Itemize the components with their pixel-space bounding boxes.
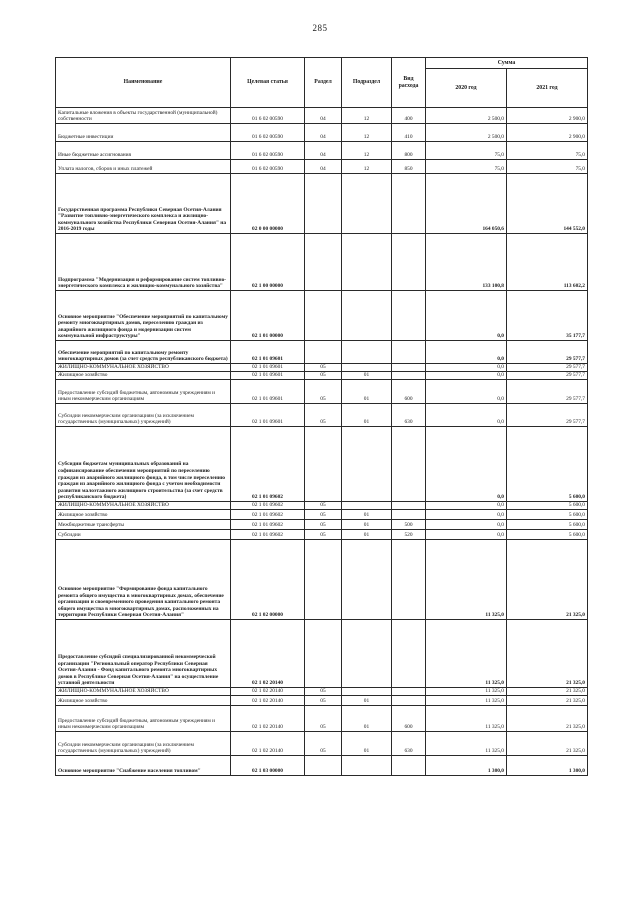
row-name-cell: Бюджетные инвестиции: [56, 124, 231, 142]
row-expense-type-cell: [392, 291, 426, 341]
table-row: [56, 696, 588, 706]
row-amount-2021-cell: 29 577,7: [507, 341, 588, 364]
row-amount-2020-cell: 0,0: [426, 427, 507, 502]
row-section-cell: 05: [305, 364, 342, 372]
page-number: 285: [312, 23, 328, 33]
row-target-code-cell: 02 1 02 20140: [231, 688, 305, 696]
row-amount-2020-cell: 0,0: [426, 341, 507, 364]
row-name-cell: ЖИЛИЩНО-КОММУНАЛЬНОЕ ХОЗЯЙСТВО: [56, 364, 231, 372]
row-subsection-cell: 01: [342, 380, 392, 404]
row-subsection-cell: 12: [342, 108, 392, 124]
row-expense-type-cell: [392, 502, 426, 510]
row-amount-2021-cell: 21 325,0: [507, 540, 588, 620]
row-amount-2021-cell: 5 600,0: [507, 520, 588, 530]
row-expense-type-cell: 800: [392, 142, 426, 160]
row-target-code-cell: 01 6 02 00590: [231, 108, 305, 124]
row-target-code-cell: 02 1 01 09601: [231, 372, 305, 380]
row-section-cell: 05: [305, 696, 342, 706]
row-amount-2021-cell: 29 577,7: [507, 372, 588, 380]
row-subsection-cell: 01: [342, 530, 392, 540]
header-target-article: Целевая статья: [231, 58, 305, 108]
row-target-code-cell: 02 1 01 09602: [231, 520, 305, 530]
row-amount-2021-cell: 21 325,0: [507, 696, 588, 706]
row-target-code-cell: 02 1 03 00000: [231, 756, 305, 776]
row-expense-type-cell: [392, 372, 426, 380]
row-subsection-cell: 12: [342, 142, 392, 160]
row-section-cell: [305, 341, 342, 364]
row-section-cell: [305, 174, 342, 234]
row-amount-2020-cell: 0,0: [426, 291, 507, 341]
table-row: [56, 530, 588, 540]
row-subsection-cell: 01: [342, 404, 392, 427]
row-name-cell: Уплата налогов, сборов и иных платежей: [56, 160, 231, 174]
row-section-cell: 05: [305, 530, 342, 540]
row-section-cell: 05: [305, 380, 342, 404]
row-section-cell: [305, 291, 342, 341]
row-section-cell: 04: [305, 142, 342, 160]
row-amount-2020-cell: 75,0: [426, 142, 507, 160]
row-amount-2020-cell: 0,0: [426, 364, 507, 372]
table-row: [56, 706, 588, 732]
row-target-code-cell: 02 1 01 09601: [231, 364, 305, 372]
row-name-cell: Субсидии бюджетам муниципальных образований на софинансирование обеспечения мероприятий по переселению граждан из аварийного жилищного фонда, в том числе переселению граждан из аварийного жилищного фонда с учетом необходимости развития малоэтажного жилищного строительства (за счет средств республиканского бюджета): [56, 427, 231, 502]
row-target-code-cell: 02 1 01 00000: [231, 291, 305, 341]
row-expense-type-cell: 850: [392, 160, 426, 174]
row-target-code-cell: 02 1 01 09602: [231, 510, 305, 520]
row-subsection-cell: [342, 364, 392, 372]
row-target-code-cell: 02 1 01 09601: [231, 341, 305, 364]
row-name-cell: Предоставление субсидий бюджетным, автономным учреждениям и иным некоммерческим организациям: [56, 380, 231, 404]
row-expense-type-cell: [392, 174, 426, 234]
row-target-code-cell: 02 1 02 20140: [231, 732, 305, 756]
row-section-cell: [305, 427, 342, 502]
row-amount-2021-cell: 5 600,0: [507, 510, 588, 520]
row-section-cell: [305, 756, 342, 776]
row-section-cell: 05: [305, 520, 342, 530]
row-target-code-cell: 02 1 00 00000: [231, 234, 305, 291]
row-name-cell: ЖИЛИЩНО-КОММУНАЛЬНОЕ ХОЗЯЙСТВО: [56, 688, 231, 696]
row-expense-type-cell: 630: [392, 732, 426, 756]
row-amount-2020-cell: 0,0: [426, 510, 507, 520]
row-amount-2020-cell: 11 325,0: [426, 620, 507, 688]
row-name-cell: Предоставление субсидий специализированной некоммерческой организации "Региональный оператор Республики Северная Осетия-Алания - Фонд капитального ремонта многоквартирных домов в Республике Северная Осетия-Алания" на осуществление уставной деятельности: [56, 620, 231, 688]
row-amount-2020-cell: 11 325,0: [426, 732, 507, 756]
row-section-cell: 05: [305, 688, 342, 696]
row-section-cell: 05: [305, 732, 342, 756]
row-name-cell: ЖИЛИЩНО-КОММУНАЛЬНОЕ ХОЗЯЙСТВО: [56, 502, 231, 510]
row-target-code-cell: 02 1 02 20140: [231, 696, 305, 706]
row-subsection-cell: [342, 291, 392, 341]
row-amount-2021-cell: 2 900,0: [507, 124, 588, 142]
row-amount-2021-cell: 29 577,7: [507, 380, 588, 404]
row-subsection-cell: [342, 234, 392, 291]
table-row: [56, 540, 588, 620]
header-expense-type: Вид расхода: [392, 58, 426, 108]
row-amount-2020-cell: 2 500,0: [426, 124, 507, 142]
row-expense-type-cell: [392, 756, 426, 776]
row-subsection-cell: 01: [342, 510, 392, 520]
row-amount-2021-cell: 29 577,7: [507, 404, 588, 427]
header-year-2021: 2021 год: [507, 69, 588, 108]
row-amount-2020-cell: 11 325,0: [426, 706, 507, 732]
row-subsection-cell: [342, 620, 392, 688]
row-expense-type-cell: 630: [392, 404, 426, 427]
row-target-code-cell: 02 1 01 09601: [231, 404, 305, 427]
row-section-cell: 04: [305, 160, 342, 174]
row-subsection-cell: [342, 688, 392, 696]
table-row: [56, 341, 588, 364]
row-name-cell: Предоставление субсидий бюджетным, автономным учреждениям и иным некоммерческим организациям: [56, 706, 231, 732]
row-subsection-cell: [342, 174, 392, 234]
row-amount-2021-cell: 29 577,7: [507, 364, 588, 372]
row-amount-2020-cell: 11 325,0: [426, 688, 507, 696]
header-subsection: Подраздел: [342, 58, 392, 108]
row-amount-2020-cell: 0,0: [426, 502, 507, 510]
table-row: [56, 732, 588, 756]
table-row: [56, 502, 588, 510]
row-amount-2020-cell: 133 100,8: [426, 234, 507, 291]
row-amount-2021-cell: 144 552,0: [507, 174, 588, 234]
row-target-code-cell: 02 1 02 00000: [231, 540, 305, 620]
row-section-cell: 04: [305, 124, 342, 142]
row-expense-type-cell: [392, 510, 426, 520]
table-row: [56, 174, 588, 234]
row-expense-type-cell: [392, 364, 426, 372]
row-target-code-cell: 02 1 01 09602: [231, 427, 305, 502]
table-row: [56, 404, 588, 427]
row-subsection-cell: 01: [342, 372, 392, 380]
row-target-code-cell: 01 6 02 00590: [231, 124, 305, 142]
row-name-cell: Субсидии некоммерческим организациям (за исключением государственных (муниципальных) учреждений): [56, 404, 231, 427]
row-subsection-cell: 01: [342, 706, 392, 732]
row-amount-2020-cell: 0,0: [426, 530, 507, 540]
table-row: [56, 124, 588, 142]
row-expense-type-cell: [392, 234, 426, 291]
row-section-cell: 05: [305, 372, 342, 380]
table-row: [56, 756, 588, 776]
row-target-code-cell: 02 1 02 20140: [231, 706, 305, 732]
row-name-cell: Основное мероприятие "Снабжение населения топливом": [56, 756, 231, 776]
row-amount-2020-cell: 0,0: [426, 520, 507, 530]
header-name: Наименование: [56, 58, 231, 108]
table-body: [56, 108, 588, 776]
row-section-cell: 05: [305, 510, 342, 520]
row-amount-2021-cell: 5 600,0: [507, 502, 588, 510]
row-expense-type-cell: [392, 688, 426, 696]
row-subsection-cell: 01: [342, 520, 392, 530]
row-subsection-cell: [342, 756, 392, 776]
row-amount-2021-cell: 2 900,0: [507, 108, 588, 124]
row-amount-2020-cell: 11 325,0: [426, 540, 507, 620]
row-section-cell: 05: [305, 404, 342, 427]
row-section-cell: [305, 620, 342, 688]
row-name-cell: Государственная программа Республики Северная Осетия-Алания "Развитие топливно-энергетического комплекса и жилищно-коммунального хозяйства Республики Северная Осетия-Алания" на 2016-2019 годы: [56, 174, 231, 234]
row-subsection-cell: 01: [342, 732, 392, 756]
row-name-cell: Капитальные вложения в объекты государственной (муниципальной) собственности: [56, 108, 231, 124]
row-subsection-cell: 12: [342, 160, 392, 174]
row-section-cell: 05: [305, 706, 342, 732]
table-row: [56, 620, 588, 688]
row-name-cell: Обеспечение мероприятий по капитальному ремонту многоквартирных домов (за счет средств республиканского бюджета): [56, 341, 231, 364]
row-section-cell: 04: [305, 108, 342, 124]
row-amount-2020-cell: 164 050,6: [426, 174, 507, 234]
row-amount-2021-cell: 1 300,0: [507, 756, 588, 776]
row-expense-type-cell: 400: [392, 108, 426, 124]
row-expense-type-cell: 410: [392, 124, 426, 142]
row-amount-2021-cell: 21 325,0: [507, 688, 588, 696]
table-row: [56, 234, 588, 291]
row-section-cell: 05: [305, 502, 342, 510]
row-amount-2021-cell: 21 325,0: [507, 620, 588, 688]
row-name-cell: Жилищное хозяйство: [56, 510, 231, 520]
header-year-2020: 2020 год: [426, 69, 507, 108]
table-row: [56, 380, 588, 404]
table-row: [56, 372, 588, 380]
row-name-cell: Подпрограмма "Модернизация и реформирование систем топливно-энергетического комплекса и жилищно-коммунального хозяйства": [56, 234, 231, 291]
row-expense-type-cell: [392, 427, 426, 502]
row-amount-2020-cell: 2 500,0: [426, 108, 507, 124]
row-section-cell: [305, 540, 342, 620]
row-amount-2021-cell: 75,0: [507, 142, 588, 160]
row-amount-2020-cell: 0,0: [426, 372, 507, 380]
row-expense-type-cell: 520: [392, 530, 426, 540]
row-name-cell: Субсидии: [56, 530, 231, 540]
row-expense-type-cell: [392, 696, 426, 706]
row-section-cell: [305, 234, 342, 291]
row-amount-2021-cell: 5 600,0: [507, 427, 588, 502]
row-amount-2021-cell: 113 602,2: [507, 234, 588, 291]
row-subsection-cell: [342, 427, 392, 502]
table-row: [56, 364, 588, 372]
table-row: [56, 291, 588, 341]
table-row: [56, 108, 588, 124]
row-name-cell: Жилищное хозяйство: [56, 696, 231, 706]
header-section: Раздел: [305, 58, 342, 108]
row-subsection-cell: 01: [342, 696, 392, 706]
row-subsection-cell: [342, 341, 392, 364]
row-target-code-cell: 02 1 01 09601: [231, 380, 305, 404]
row-expense-type-cell: [392, 540, 426, 620]
row-target-code-cell: 01 6 02 00590: [231, 142, 305, 160]
row-amount-2020-cell: 0,0: [426, 404, 507, 427]
row-name-cell: Иные бюджетные ассигнования: [56, 142, 231, 160]
row-amount-2021-cell: 21 325,0: [507, 732, 588, 756]
row-target-code-cell: 02 1 01 09602: [231, 502, 305, 510]
row-amount-2020-cell: 75,0: [426, 160, 507, 174]
row-subsection-cell: [342, 502, 392, 510]
row-name-cell: Субсидии некоммерческим организациям (за исключением государственных (муниципальных) учреждений): [56, 732, 231, 756]
row-name-cell: Жилищное хозяйство: [56, 372, 231, 380]
row-expense-type-cell: 500: [392, 520, 426, 530]
row-target-code-cell: 02 1 02 20140: [231, 620, 305, 688]
row-expense-type-cell: 600: [392, 706, 426, 732]
budget-table: [55, 57, 588, 776]
row-amount-2021-cell: 75,0: [507, 160, 588, 174]
header-sum: Сумма: [426, 58, 588, 69]
table-row: [56, 427, 588, 502]
table-row: [56, 160, 588, 174]
row-subsection-cell: 12: [342, 124, 392, 142]
table-row: [56, 510, 588, 520]
row-target-code-cell: 02 0 00 00000: [231, 174, 305, 234]
row-target-code-cell: 02 1 01 09602: [231, 530, 305, 540]
row-amount-2021-cell: 35 177,7: [507, 291, 588, 341]
row-target-code-cell: 01 6 02 00590: [231, 160, 305, 174]
row-amount-2021-cell: 21 325,0: [507, 706, 588, 732]
table-row: [56, 142, 588, 160]
table-row: [56, 520, 588, 530]
row-name-cell: Основное мероприятие "Обеспечение мероприятий по капитальному ремонту многоквартирных домов, переселению граждан из аварийного жилищного фонда и модернизации систем коммунальной инфраструктуры": [56, 291, 231, 341]
row-subsection-cell: [342, 540, 392, 620]
row-expense-type-cell: [392, 620, 426, 688]
table-row: [56, 688, 588, 696]
row-expense-type-cell: [392, 341, 426, 364]
row-name-cell: Межбюджетные трансферты: [56, 520, 231, 530]
row-amount-2021-cell: 5 600,0: [507, 530, 588, 540]
row-amount-2020-cell: 1 300,0: [426, 756, 507, 776]
row-name-cell: Основное мероприятие "Формирование фонда капитального ремонта общего имущества в многоквартирных домах, обеспечение организации и своевременного проведения капитального ремонта общего имущества в многоквартирных домах, расположенных на территории Республики Северная Осетия-Алания": [56, 540, 231, 620]
row-amount-2020-cell: 0,0: [426, 380, 507, 404]
row-amount-2020-cell: 11 325,0: [426, 696, 507, 706]
row-expense-type-cell: 600: [392, 380, 426, 404]
